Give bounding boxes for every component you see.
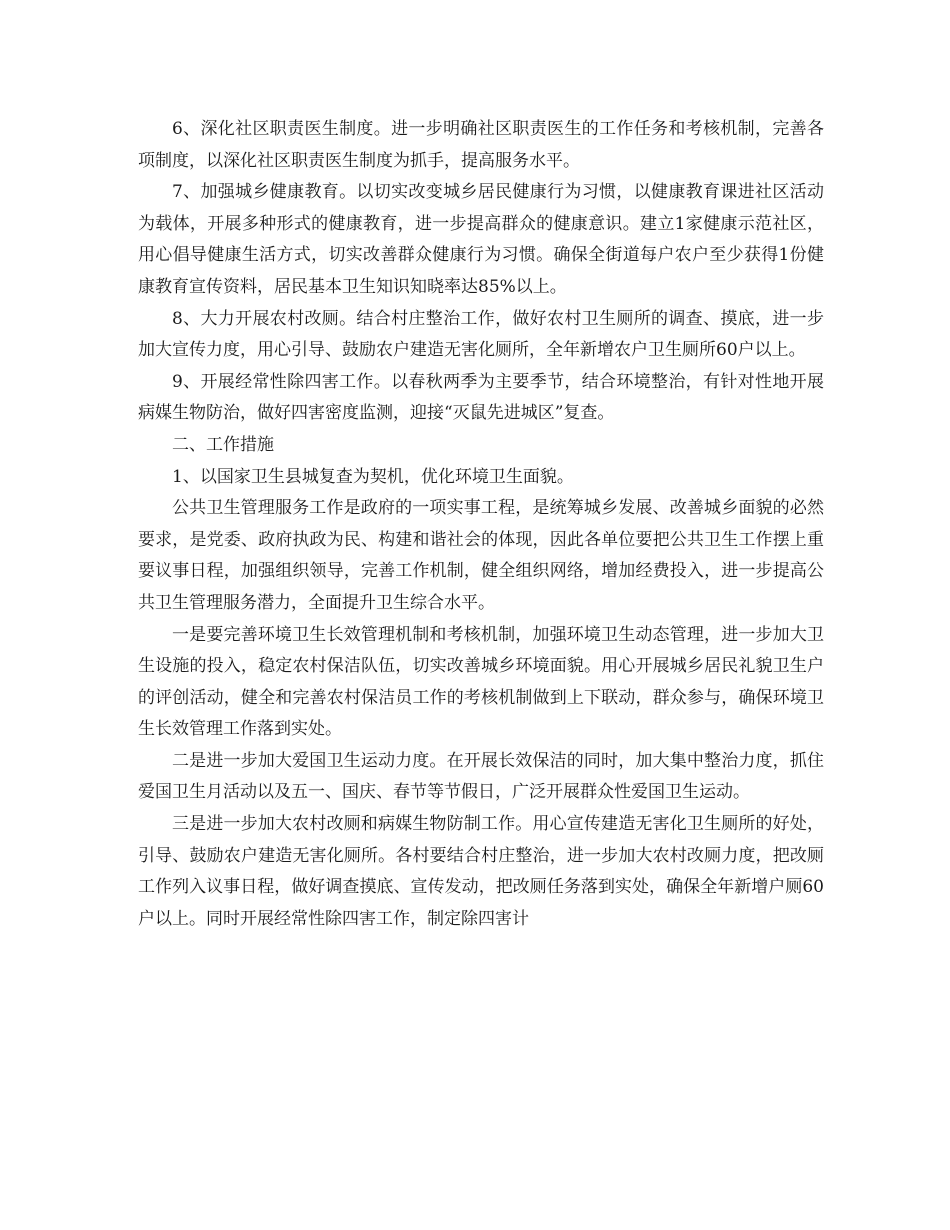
subheading-county-review: 1、以国家卫生县城复查为契机，优化环境卫生面貌。 [172,466,574,487]
paragraph-community-doctor: 6、深化社区职责医生制度。进一步明确社区职责医生的工作任务和考核机制，完善各项制度，以深化社区职责医生制度为抓手，提高服务水平。 [138,119,824,171]
paragraph-toilet-renovation: 8、大力开展农村改厕。结合村庄整治工作，做好农村卫生厕所的调查、摸底，进一步加大宣传力度，用心引导、鼓励农户建造无害化厕所，全年新增农户卫生厕所60户以上。 [138,308,824,361]
paragraph-environmental-mechanism: 一是要完善环境卫生长效管理机制和考核机制，加强环境卫生动态管理，进一步加大卫生设施的投入，稳定农村保洁队伍，切实改善城乡环境面貌。用心开展城乡居民礼貌卫生户的评创活动，健全和完善农村保洁员工作的考核机制做到上下联动，群众参与，确保环境卫生长效管理工作落到实处。 [138,624,824,740]
paragraph-health-education: 7、加强城乡健康教育。以切实改变城乡居民健康行为习惯，以健康教育课进社区活动为载体，开展多种形式的健康教育，进一步提高群众的健康意识。建立1家健康示范社区，用心倡导健康生活方式，切实改善群众健康行为习惯。确保全街道每户农户至少获得1份健康教育宣传资料，居民基本卫生知识知晓率达85%以上。 [138,182,824,297]
paragraph-rural-toilet-vector-control: 三是进一步加大农村改厕和病媒生物防制工作。用心宣传建造无害化卫生厕所的好处，引导、鼓励农户建造无害化厕所。各村要结合村庄整治，进一步加大农村改厕力度，把改厕工作列入议事日程，做好调查摸底、宣传发动，把改厕任务落到实处，确保全年新增户厕60户以上。同时开展经常性除四害工作，制定除四害计 [138,814,824,929]
section-heading-measures: 二、工作措施 [172,434,274,455]
paragraph-pest-control: 9、开展经常性除四害工作。以春秋两季为主要季节，结合环境整治，有针对性地开展病媒生物防治，做好四害密度监测，迎接“灭鼠先进城区”复查。 [138,371,824,424]
paragraph-patriotic-health-campaign: 二是进一步加大爱国卫生运动力度。在开展长效保洁的同时，加大集中整治力度，抓住爱国卫生月活动以及五一、国庆、春节等节假日，广泛开展群众性爱国卫生运动。 [138,750,824,803]
paragraph-public-health-management: 公共卫生管理服务工作是政府的一项实事工程，是统筹城乡发展、改善城乡面貌的必然要求，是党委、政府执政为民、构建和谐社会的体现，因此各单位要把公共卫生工作摆上重要议事日程，加强组织领导，完善工作机制，健全组织网络，增加经费投入，进一步提高公共卫生管理服务潜力，全面提升卫生综合水平。 [138,498,824,613]
document-page [138,114,824,935]
